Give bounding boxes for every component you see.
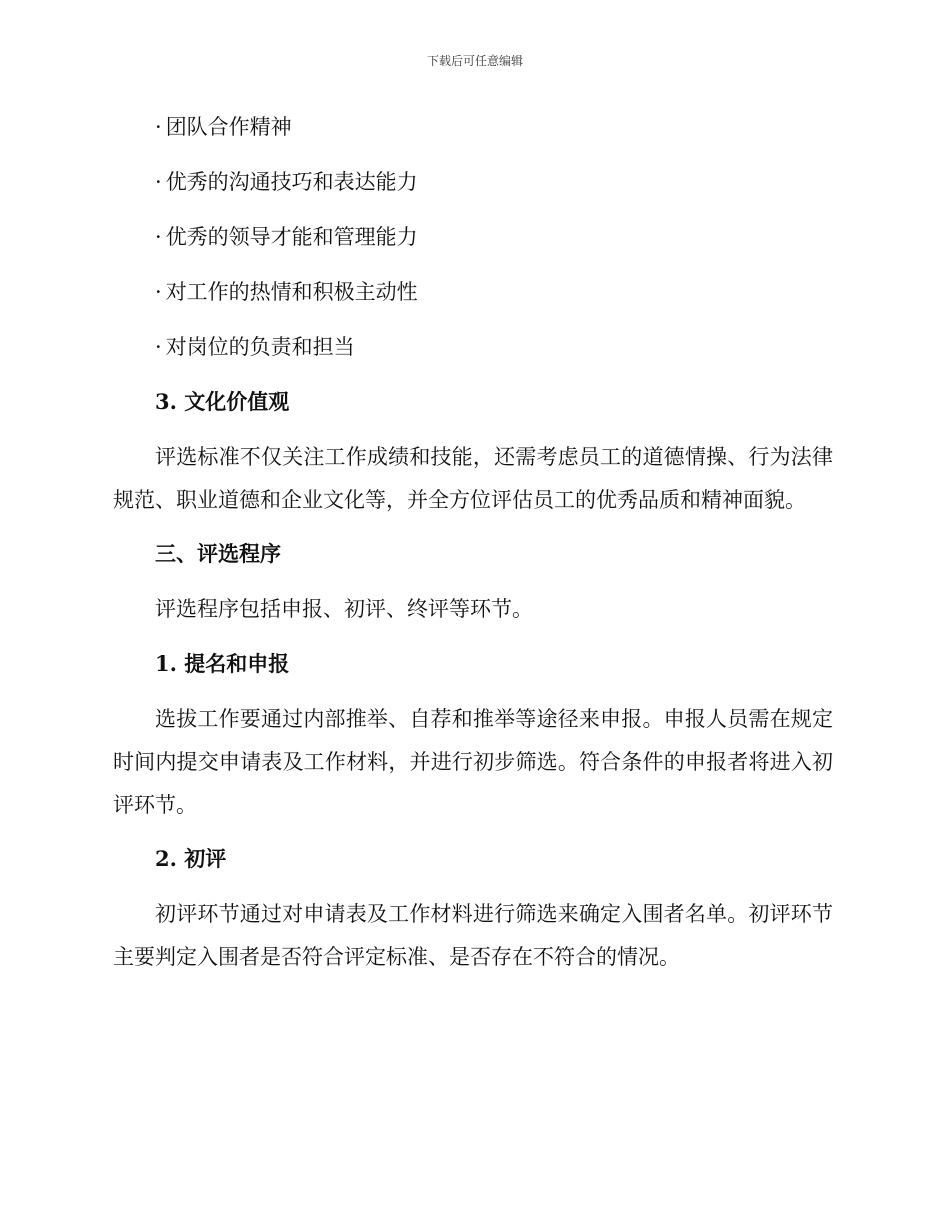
preliminary-heading: 2. 初评 (155, 846, 227, 871)
bullet-marker: · (155, 170, 162, 194)
culture-heading: 3. 文化价值观 (155, 389, 290, 414)
procedure-paragraph: 评选程序包括申报、初评、终评等环节。 (155, 597, 533, 621)
preliminary-paragraph: 初评环节通过对申请表及工作材料进行筛选来确定入围者名单。初评环节主要判定入围者是否符合评定标准、是否存在不符合的情况。 (113, 902, 833, 969)
bullet-item (155, 218, 833, 256)
nomination-paragraph: 选拔工作要通过内部推举、自荐和推举等途径来申报。申报人员需在规定时间内提交申请表及工作材料，并进行初步筛选。符合条件的申报者将进入初评环节。 (113, 707, 833, 817)
bullet-text: 优秀的领导才能和管理能力 (165, 225, 418, 249)
bullet-marker: · (155, 280, 162, 304)
bullet-marker: · (155, 225, 162, 249)
page-header: 下载后可任意编辑 (426, 54, 523, 68)
bullet-item (155, 328, 833, 366)
nomination-heading: 1. 提名和申报 (155, 651, 290, 676)
bullet-text: 优秀的沟通技巧和表达能力 (165, 170, 418, 194)
bullet-text: 对岗位的负责和担当 (165, 335, 355, 359)
bullet-marker: · (155, 335, 162, 359)
bullet-item (155, 273, 833, 311)
bullet-text: 团队合作精神 (165, 115, 292, 139)
culture-paragraph: 评选标准不仅关注工作成绩和技能，还需考虑员工的道德情操、行为法律规范、职业道德和企业文化等，并全方位评估员工的优秀品质和精神面貌。 (113, 445, 833, 512)
bullet-item (155, 108, 833, 146)
procedure-heading: 三、评选程序 (155, 541, 281, 566)
bullet-item (155, 163, 833, 201)
bullet-marker: · (155, 115, 162, 139)
document-body (113, 108, 833, 992)
bullet-text: 对工作的热情和积极主动性 (165, 280, 418, 304)
